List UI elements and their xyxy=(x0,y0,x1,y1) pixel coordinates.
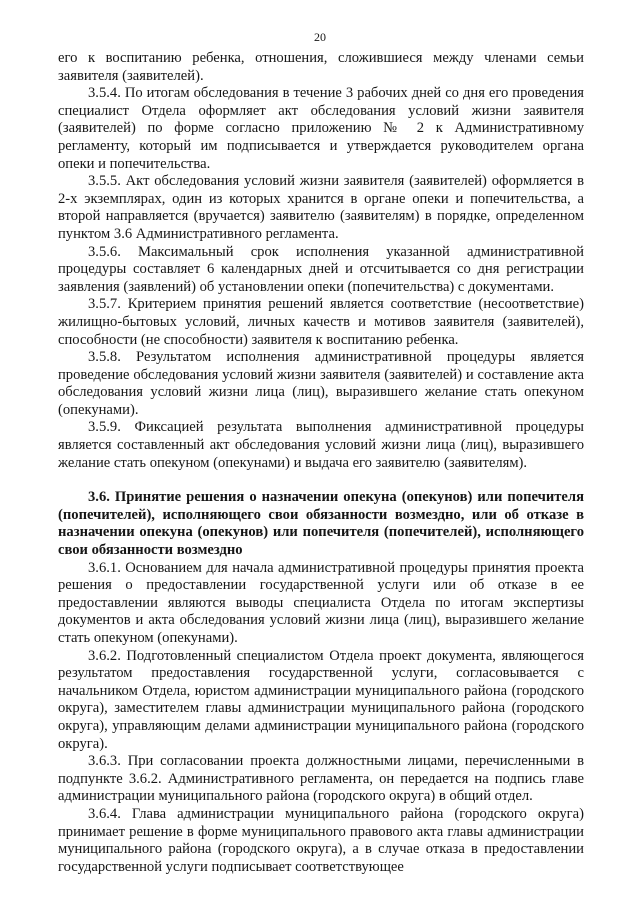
page-number: 20 xyxy=(314,30,326,44)
paragraph-continuation: его к воспитанию ребенка, отношения, сложившиеся между членами семьи заявителя (заявителей). xyxy=(58,50,584,84)
paragraph-3-5-9: 3.5.9. Фиксацией результата выполнения административной процедуры является составленный акт обследования условий жизни лица (лиц), выразившего желание стать опекуном (опекунами) и выдача его заявителю (заявителям). xyxy=(58,419,584,471)
paragraph-3-6-3: 3.6.3. При согласовании проекта должностными лицами, перечисленными в подпункте 3.6.2. Административного регламента, он передается на подпись главе администрации муниципального района (городского округа) в общий отдел. xyxy=(58,753,584,805)
paragraph-3-6-4: 3.6.4. Глава администрации муниципального района (городского округа) принимает решение в форме муниципального правового акта главы администрации муниципального района (городского округа), а в случае отказа в предоставлении государственной услуги подписывает соответствующее xyxy=(58,805,584,875)
paragraph-3-5-6: 3.5.6. Максимальный срок исполнения указанной административной процедуры составляет 6 календарных дней и отсчитывается со дня регистрации заявления (заявлений) об установлении опеки (попечительства) с документами. xyxy=(58,243,584,295)
paragraph-3-6-1: 3.6.1. Основанием для начала административной процедуры принятия проекта решения о предоставлении государственной услуги или об отказе в ее предоставлении являются выводы специалиста Отдела по итогам экспертизы документов и акта обследования условий жизни лица (лиц), выразившего желание стать опекуном (опекунами). xyxy=(58,559,584,646)
paragraph-3-5-8: 3.5.8. Результатом исполнения административной процедуры является проведение обследования условий жизни заявителя (заявителей) и составление акта обследования условий жизни лица (лиц), выразившего желание стать опекуном (опекунами). xyxy=(58,349,584,418)
paragraph-3-5-4: 3.5.4. По итогам обследования в течение 3 рабочих дней со дня его проведения специалист Отдела оформляет акт обследования условий жизни заявителя (заявителей) по форме согласно приложению № 2 к Административному регламенту, который им подписывается и утверждается руководителем органа опеки и попечительства. xyxy=(58,85,584,172)
paragraph-3-5-5: 3.5.5. Акт обследования условий жизни заявителя (заявителей) оформляется в 2-х экземплярах, один из которых хранится в органе опеки и попечительства, а второй направляется (вручается) заявителю (заявителям) в порядке, определенном пунктом 3.6 Административного регламента. xyxy=(58,173,584,242)
section-heading-3-6: 3.6. Принятие решения о назначении опекуна (опекунов) или попечителя (попечителей), исполняющего свои обязанности возмездно, или об отказе в назначении опекуна (опекунов) или попечителя (попечителей), исполняющего свои обязанности возмездно xyxy=(58,489,584,559)
document-body xyxy=(58,50,584,876)
paragraph-3-5-7: 3.5.7. Критерием принятия решений является соответствие (несоответствие) жилищно-бытовых условий, личных качеств и мотивов заявителя (заявителей), способности (не способности) заявителя к воспитанию ребенка. xyxy=(58,296,584,348)
paragraph-3-6-2: 3.6.2. Подготовленный специалистом Отдела проект документа, являющегося результатом предоставления государственной услуги, согласовывается с начальником Отдела, юристом администрации муниципального района (городского округа), заместителем главы администрации муниципального района (городского округа), управляющим делами администрации муниципального района (городского округа). xyxy=(58,647,584,752)
